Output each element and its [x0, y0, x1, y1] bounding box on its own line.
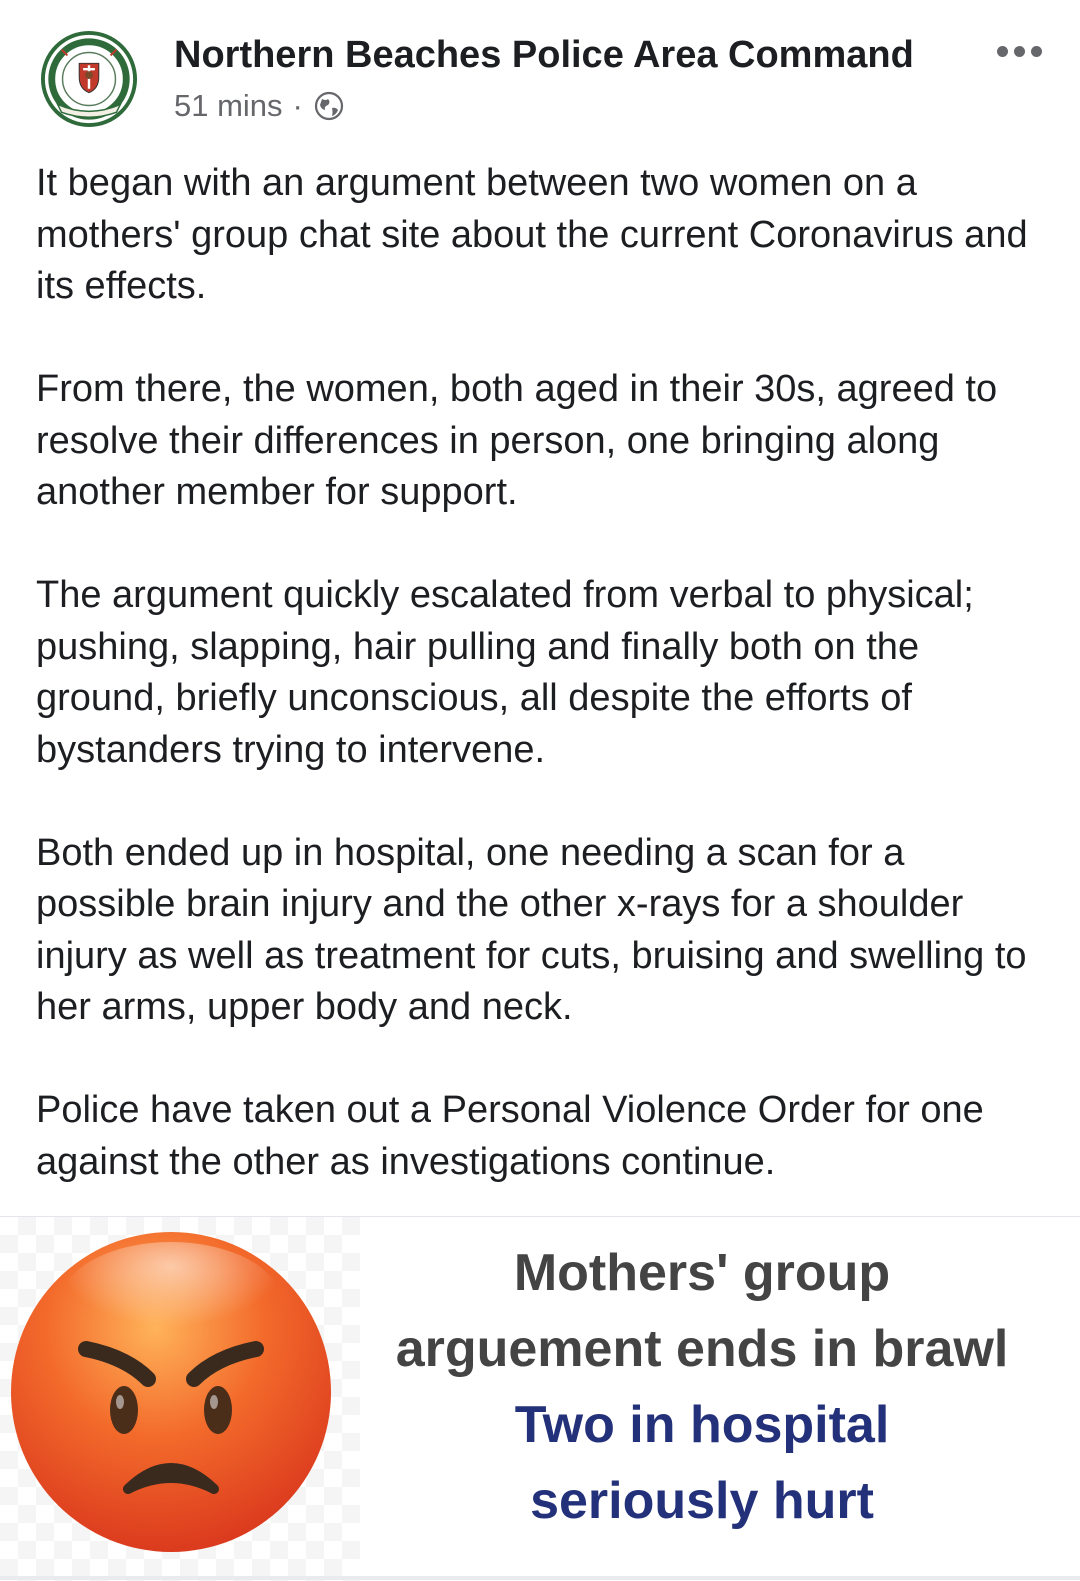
- page-name[interactable]: Northern Beaches Police Area Command: [174, 34, 914, 76]
- post-paragraph: The argument quickly escalated from verbal to physical; pushing, slapping, hair pulling and finally both on the ground, briefly unconscious, all despite the efforts of bystanders trying to intervene.: [36, 574, 974, 771]
- more-dot: [1014, 46, 1025, 57]
- image-headline: [352, 1235, 1052, 1539]
- post-image[interactable]: [0, 1216, 1080, 1581]
- more-dot: [997, 46, 1008, 57]
- post-header: [0, 0, 1080, 150]
- post-meta: [174, 88, 345, 124]
- angry-face-icon: [6, 1227, 336, 1557]
- post-paragraph: Police have taken out a Personal Violence Order for one against the other as investigations continue.: [36, 1089, 984, 1183]
- police-badge-avatar[interactable]: [40, 30, 138, 128]
- more-dot: [1031, 46, 1042, 57]
- headline-line: arguement ends in brawl: [395, 1320, 1009, 1378]
- post-paragraph: It began with an argument between two women on a mothers' group chat site about the current Coronavirus and its effects.: [36, 162, 1028, 307]
- more-options-button[interactable]: [997, 46, 1042, 57]
- headline-line: Mothers' group: [513, 1244, 891, 1302]
- globe-icon[interactable]: [313, 90, 345, 122]
- headline-line: seriously hurt: [530, 1472, 874, 1530]
- post-time[interactable]: 51 mins: [174, 88, 283, 123]
- post-paragraph: From there, the women, both aged in their 30s, agreed to resolve their differences in person, one bringing along another member for support.: [36, 368, 998, 513]
- post-body: [36, 158, 1046, 1240]
- meta-separator: ·: [292, 88, 303, 123]
- headline-line: Two in hospital: [514, 1396, 890, 1454]
- divider: [0, 1576, 1080, 1580]
- post-paragraph: Both ended up in hospital, one needing a scan for a possible brain injury and the other x-rays for a shoulder injury as well as treatment for cuts, bruising and swelling to her arms, upper body and neck.: [36, 831, 1027, 1028]
